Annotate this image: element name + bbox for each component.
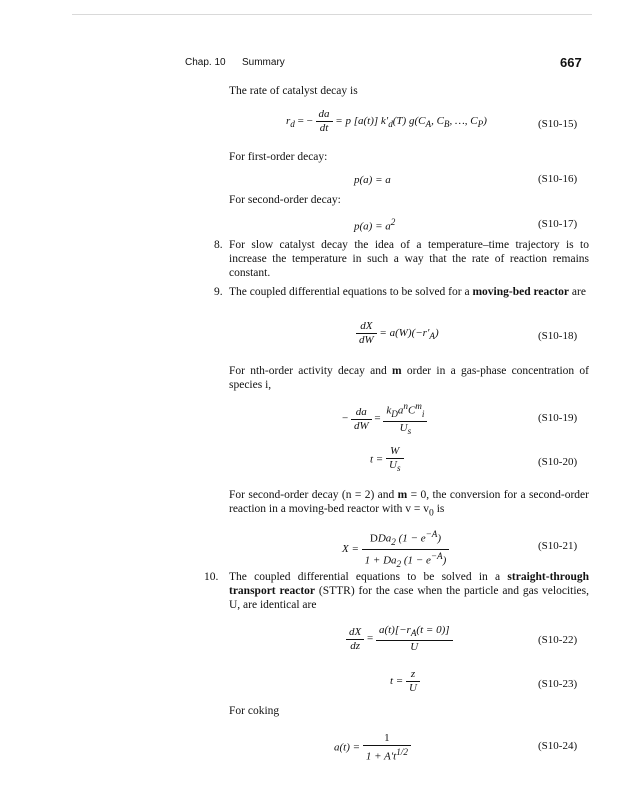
top-rule — [72, 14, 592, 15]
item-number-9: 9. — [214, 286, 223, 298]
equation-number-s10-16: (S10-16) — [538, 173, 578, 185]
item-9-text: The coupled differential equations to be solved for a moving-bed reactor are — [229, 286, 586, 298]
equation-number-s10-19: (S10-19) — [538, 412, 578, 424]
item-8-text: For slow catalyst decay the idea of a temperature–time trajectory is to increase the temperature in such a way that the rate of reaction remains constant. — [229, 239, 589, 279]
equation-number-s10-23: (S10-23) — [538, 678, 578, 690]
equation-number-s10-17: (S10-17) — [538, 218, 578, 230]
item-number-10: 10. — [204, 571, 219, 583]
item-number-8: 8. — [214, 239, 223, 251]
equation-number-s10-20: (S10-20) — [538, 456, 578, 468]
equation-number-s10-24: (S10-24) — [538, 740, 578, 752]
equation-s10-15: $r_d$ = − $\frac{da}{dt}$ = p [a(t)] $k'_d(T)$ $g(C_A$, $C_B$, …, $C_P$) — [286, 108, 487, 134]
equation-s10-21: X = $\frac{DDa_2 (1 - e^{-A})}{1 + Da_2 (1 - e^{-A})}$ — [342, 528, 449, 571]
equation-s10-23: t = $\frac{z}{U}$ — [390, 668, 420, 695]
second-order-label: For second-order decay: — [229, 194, 341, 206]
equation-s10-16: p(a) = a — [354, 174, 391, 186]
coking-label: For coking — [229, 705, 280, 717]
equation-number-s10-22: (S10-22) — [538, 634, 578, 646]
equation-s10-17: $p(a) = a^2$ — [354, 217, 396, 233]
first-order-label: For first-order decay: — [229, 151, 328, 163]
section-label: Summary — [242, 57, 285, 68]
equation-s10-24: a(t) = $\frac{1}{1 + A't^{1/2}}$ — [334, 732, 411, 764]
equation-s10-20: t = $\frac{W}{U_s}$ — [370, 445, 404, 475]
equation-number-s10-15: (S10-15) — [538, 118, 578, 130]
equation-number-s10-21: (S10-21) — [538, 540, 578, 552]
chapter-label: Chap. 10 — [185, 57, 226, 68]
equation-number-s10-18: (S10-18) — [538, 330, 578, 342]
intro-text: The rate of catalyst decay is — [229, 85, 358, 97]
equation-s10-18: $\frac{dX}{dW}$ = $a(W)(-r'_A)$ — [356, 320, 439, 347]
equation-s10-22: $\frac{dX}{dz}$ = $\frac{a(t)[-r_A(t = 0)]}{U}$ — [346, 624, 453, 654]
second-order-text: For second-order decay (n = 2) and m = 0, the conversion for a second-order reaction in a moving-bed reactor with $v = v_0$ is — [229, 489, 589, 519]
nth-order-text: For nth-order activity decay and m order in a gas-phase concentration of species i, — [229, 365, 589, 391]
item-10-text: The coupled differential equations to be solved in a straight-through transport reactor (STTR) for the case when the particle and gas velocities, U, are identical are — [229, 571, 589, 611]
page-number: 667 — [560, 55, 582, 70]
equation-s10-19: − $\frac{da}{dW}$ = $\frac{k_Da^nC^m_i}{U_s}$ — [342, 400, 427, 438]
